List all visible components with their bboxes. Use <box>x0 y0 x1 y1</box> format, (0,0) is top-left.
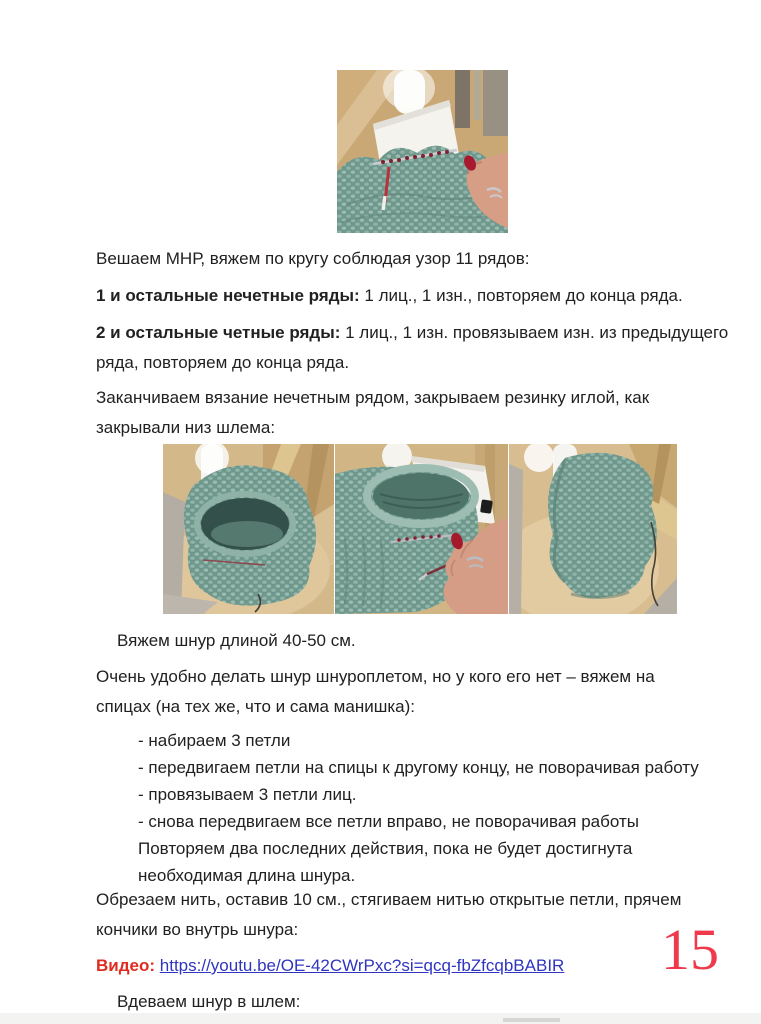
cord-steps-list <box>138 727 699 889</box>
video-row <box>96 951 564 981</box>
intro-text: Вешаем МНР, вяжем по кругу соблюдая узор 11 рядов: <box>96 249 530 268</box>
even-rows-label: 2 и остальные четные ряды: <box>96 323 341 342</box>
cord-step: - снова передвигаем все петли вправо, не поворачивая работы <box>138 812 639 831</box>
next-photo-edge-detail <box>503 1018 560 1022</box>
photo-strip <box>163 444 677 614</box>
paragraph-even-rows <box>96 318 728 378</box>
cord-step: необходимая длина шнура. <box>138 866 356 885</box>
cord-length-text: Вяжем шнур длиной 40-50 см. <box>117 631 356 650</box>
paragraph-cord-length <box>117 626 356 656</box>
cord-step: - набираем 3 петли <box>138 731 291 750</box>
odd-rows-text: 1 лиц., 1 изн., повторяем до конца ряда. <box>359 286 683 305</box>
cut-line1: Обрезаем нить, оставив 10 см., стягиваем нитью открытые петли, прячем <box>96 890 682 909</box>
cut-line2: кончики во внутрь шнура: <box>96 920 299 939</box>
next-photo-edge <box>0 1013 761 1024</box>
cord-step: Повторяем два последних действия, пока не будет достигнута <box>138 839 633 858</box>
neck-edge-illustration <box>335 444 508 614</box>
paragraph-intro <box>96 244 529 274</box>
knitting-needle-photo-illustration <box>337 70 508 233</box>
balaclava-side-photo <box>509 444 677 614</box>
paragraph-finish <box>96 383 649 443</box>
balaclava-side-illustration <box>509 444 677 614</box>
even-rows-text: 1 лиц., 1 изн. провязываем изн. из предыдущего <box>340 323 729 342</box>
balaclava-front-photo <box>163 444 334 614</box>
balaclava-front-illustration <box>163 444 334 614</box>
top-knitting-photo <box>337 70 508 233</box>
cord-step: - передвигаем петли на спицы к другому концу, не поворачивая работу <box>138 758 699 777</box>
paragraph-cord-intro <box>96 662 655 722</box>
thread-cord-text: Вдеваем шнур в шлем: <box>117 992 301 1011</box>
cord-step: - провязываем 3 петли лиц. <box>138 785 357 804</box>
video-link[interactable]: https://youtu.be/OE-42CWrPxc?si=qcq-fbZfcqbBABIR <box>159 956 565 975</box>
neck-edge-closeup-photo <box>335 444 508 614</box>
video-label: Видео: <box>96 956 156 975</box>
finish-line2: закрывали низ шлема: <box>96 418 276 437</box>
paragraph-cut-thread <box>96 885 681 945</box>
cord-intro-line1: Очень удобно делать шнур шнуроплетом, но у кого его нет – вяжем на <box>96 667 655 686</box>
even-rows-line1 <box>96 318 728 348</box>
paragraph-odd-rows <box>96 281 683 311</box>
cord-intro-line2: спицах (на тех же, что и сама манишка): <box>96 697 415 716</box>
finish-line1: Заканчиваем вязание нечетным рядом, закрываем резинку иглой, как <box>96 388 650 407</box>
page-number: 15 <box>661 917 719 982</box>
even-rows-line2: ряда, повторяем до конца ряда. <box>96 353 350 372</box>
odd-rows-label: 1 и остальные нечетные ряды: <box>96 286 360 305</box>
